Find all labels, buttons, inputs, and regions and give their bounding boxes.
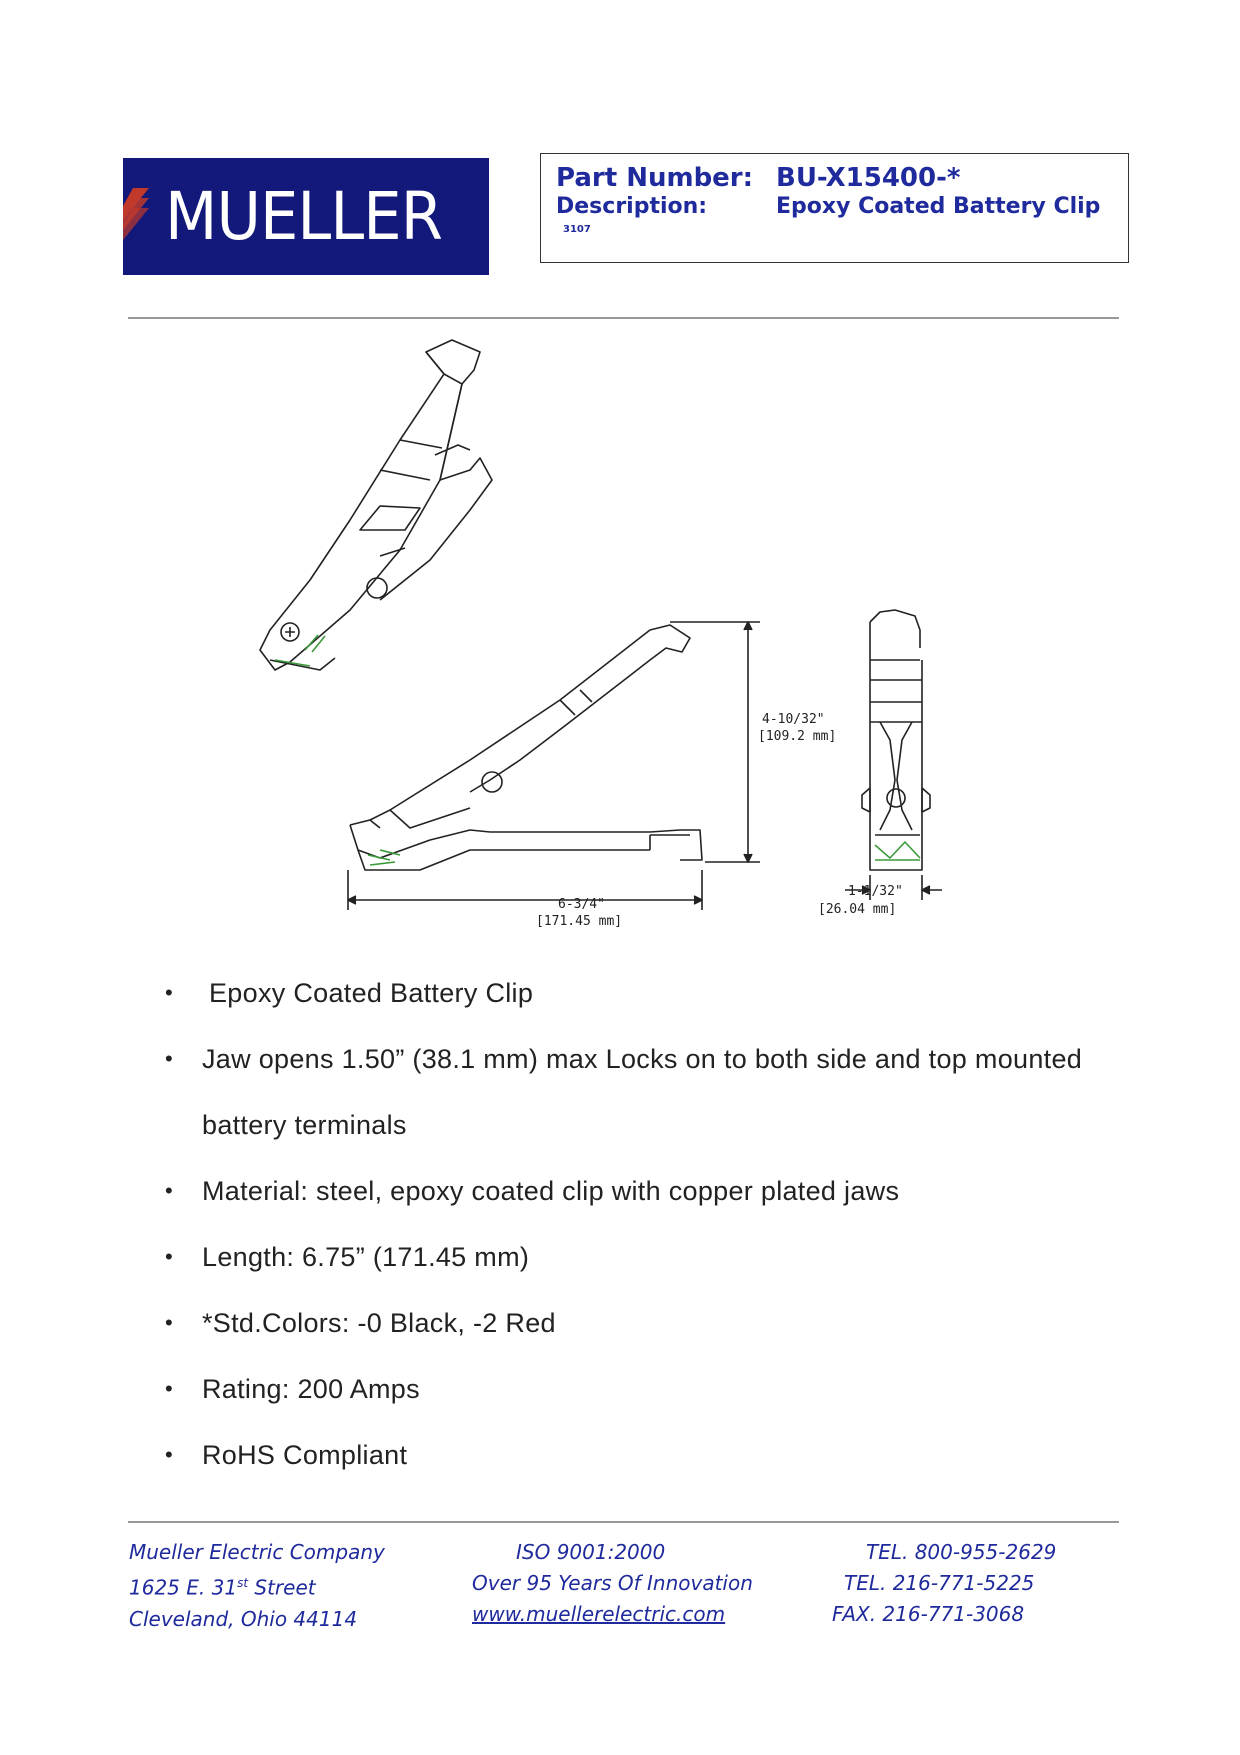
description-label: Description: [556,194,708,219]
bullet-icon: • [165,1442,174,1467]
footer-contact [832,1537,1056,1630]
header-divider [128,317,1119,319]
bullet-icon: • [165,1046,174,1071]
footer-address [129,1537,385,1635]
part-number-label: Part Number: [556,163,754,193]
feature-item: • Epoxy Coated Battery Clip [160,960,1120,1026]
height-dimension-mm: [109.2 mm] [758,729,837,744]
feature-item-continuation: battery terminals [202,1110,407,1140]
iso-certification: ISO 9001:2000 [516,1540,666,1564]
bullet-icon: • [165,1376,174,1401]
width-dimension-mm: [26.04 mm] [818,902,897,917]
footer-divider [128,1521,1119,1523]
length-dimension: 6-3/4" [558,897,605,912]
battery-clip-drawing [230,330,1060,950]
footer [0,1537,1240,1647]
document-code: 3107 [563,224,591,235]
bullet-icon: • [165,980,174,1005]
feature-item: • Jaw opens 1.50” (38.1 mm) max Locks on to both side and top mounted [160,1026,1120,1092]
footer-center [472,1537,753,1630]
phone-tollfree: TEL. 800-955-2629 [866,1540,1057,1564]
part-number-value: BU-X15400-* [776,163,961,193]
height-dimension: 4-10/32" [762,712,825,727]
clip-perspective-view-icon [260,340,492,670]
bullet-icon: • [165,1310,174,1335]
feature-item: • RoHS Compliant [160,1422,1120,1488]
city-address: Cleveland, Ohio 44114 [129,1606,358,1631]
description-value: Epoxy Coated Battery Clip [776,194,1101,219]
feature-item: • Length: 6.75” (171.45 mm) [160,1224,1120,1290]
mueller-logo [123,158,489,275]
bullet-icon: • [165,1178,174,1203]
tagline: Over 95 Years Of Innovation [472,1571,753,1595]
feature-item: • Material: steel, epoxy coated clip with copper plated jaws [160,1158,1120,1224]
fax-number: FAX. 216-771-3068 [832,1602,1025,1626]
part-info-box [540,153,1129,263]
width-dimension: 1-1/32" [848,884,903,899]
website-link[interactable]: www.muellerelectric.com [472,1602,726,1626]
bullet-icon: • [165,1244,174,1269]
street-address: 1625 E. 31st Street [129,1575,316,1600]
clip-side-view-icon [348,622,760,910]
phone-local: TEL. 216-771-5225 [844,1571,1035,1595]
clip-end-view-icon [845,610,942,900]
feature-list [160,960,1120,1488]
length-dimension-mm: [171.45 mm] [536,914,623,929]
feature-item: • Rating: 200 Amps [160,1356,1120,1422]
company-name: Mueller Electric Company [129,1540,385,1564]
logo-wordmark: MUELLER [165,178,442,255]
feature-item: • *Std.Colors: -0 Black, -2 Red [160,1290,1120,1356]
